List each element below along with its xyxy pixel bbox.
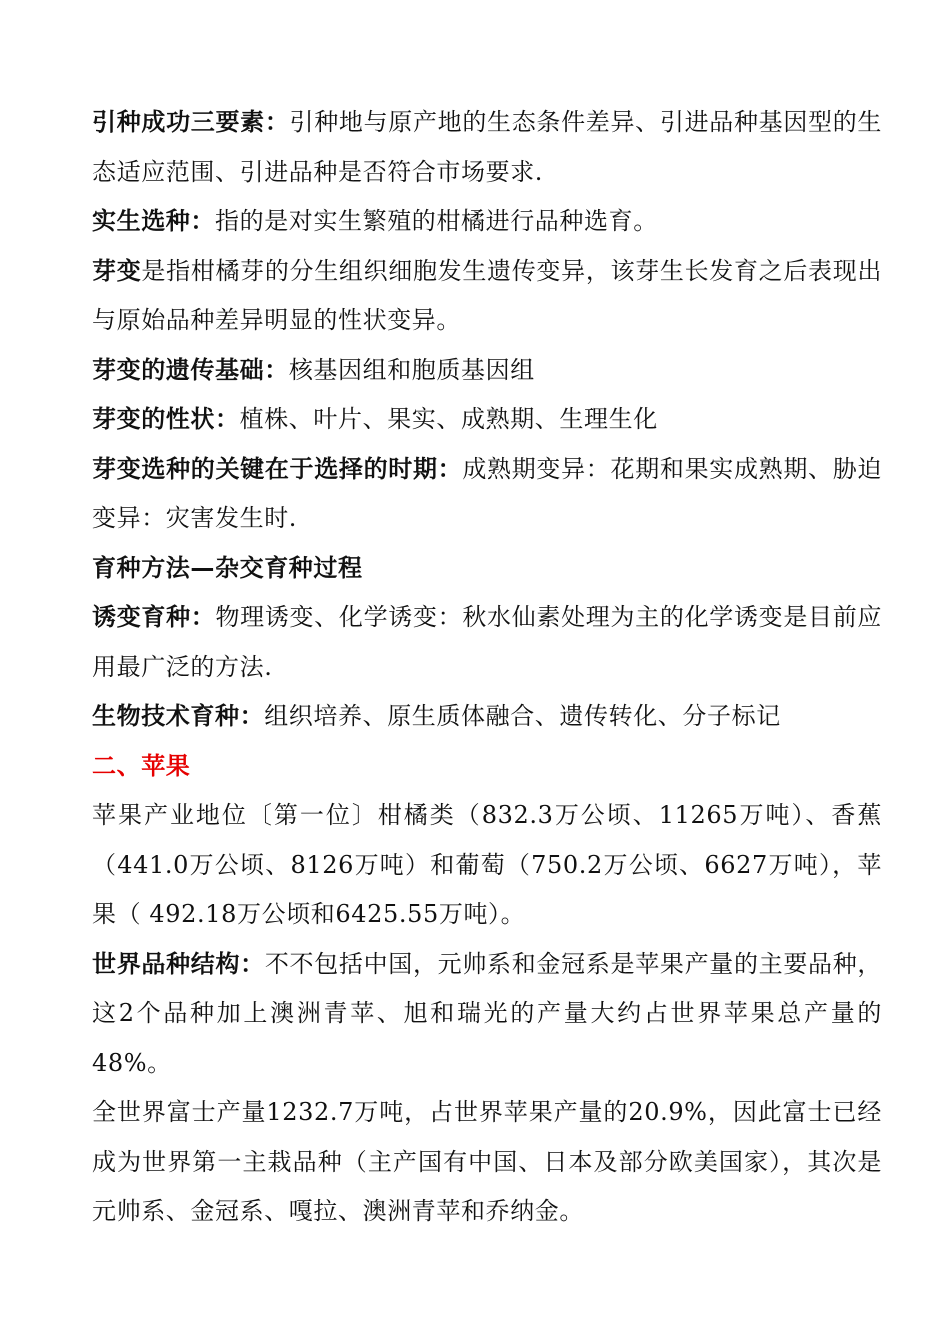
paragraph-bud-selection-timing (92, 445, 882, 544)
paragraph-seedling-selection (92, 197, 882, 247)
paragraph-fuji-production: 全世界富士产量1232.7万吨，占世界苹果产量的20.9%，因此富士已经成为世界第一主栽品种（主产国有中国、日本及部分欧美国家），其次是元帅系、金冠系、嘎拉、澳洲青苹和乔纳金。 (92, 1098, 882, 1225)
paragraph-world-variety-structure (92, 940, 882, 1089)
paragraph-apple-industry-status: 苹果产业地位〔第一位〕柑橘类（832.3万公顷、11265万吨）、香蕉（441.0万公顷、8126万吨）和葡萄（750.2万公顷、6627万吨），苹果（ 492.18万公顷和6425.55万吨）。 (92, 801, 882, 928)
term-label: 芽变 (92, 256, 142, 285)
paragraph-text: 不不包括中国，元帅系和金冠系是苹果产量的主要品种，这2个品种加上澳洲青苹、旭和瑞光的产量大约占世界苹果总产量的48%。 (92, 949, 883, 1077)
paragraph-introduction-success-factors (92, 98, 882, 197)
paragraph-bud-mutation (92, 247, 882, 346)
paragraph-text: 成熟期变异：花期和果实成熟期、胁迫变异：灾害发生时. (92, 454, 883, 532)
paragraph-text: 物理诱变、化学诱变：秋水仙素处理为主的化学诱变是目前应用最广泛的方法. (92, 603, 882, 681)
term-label: 芽变的性状： (92, 405, 240, 433)
subheading-hybrid-breeding: 育种方法—杂交育种过程 (92, 553, 363, 582)
paragraph-text: 指的是对实生繁殖的柑橘进行品种选育。 (215, 207, 658, 235)
term-label: 世界品种结构： (92, 949, 265, 978)
term-label: 引种成功三要素： (92, 108, 290, 136)
term-label: 芽变的遗传基础： (92, 355, 289, 384)
paragraph-bud-mutation-traits (92, 395, 882, 445)
section-heading-apple: 二、苹果 (92, 751, 191, 780)
term-label: 实生选种： (92, 207, 215, 235)
term-label: 芽变选种的关键在于选择的时期： (92, 454, 463, 483)
paragraph-bud-mutation-genetics (92, 346, 882, 396)
term-label: 生物技术育种： (92, 702, 265, 730)
paragraph-biotech-breeding (92, 692, 882, 742)
paragraph-text: 是指柑橘芽的分生组织细胞发生遗传变异，该芽生长发育之后表现出与原始品种差异明显的性状变异。 (92, 256, 883, 334)
term-label: 诱变育种： (92, 603, 216, 631)
paragraph-text: 核基因组和胞质基因组 (288, 355, 535, 384)
document-page (92, 98, 882, 1237)
paragraph-text: 引种地与原产地的生态条件差异、引进品种基因型的生态适应范围、引进品种是否符合市场要求. (92, 108, 882, 186)
paragraph-text: 植株、叶片、果实、成熟期、生理生化 (239, 405, 658, 433)
paragraph-text: 组织培养、原生质体融合、遗传转化、分子标记 (264, 702, 781, 730)
paragraph-mutation-breeding (92, 593, 882, 692)
